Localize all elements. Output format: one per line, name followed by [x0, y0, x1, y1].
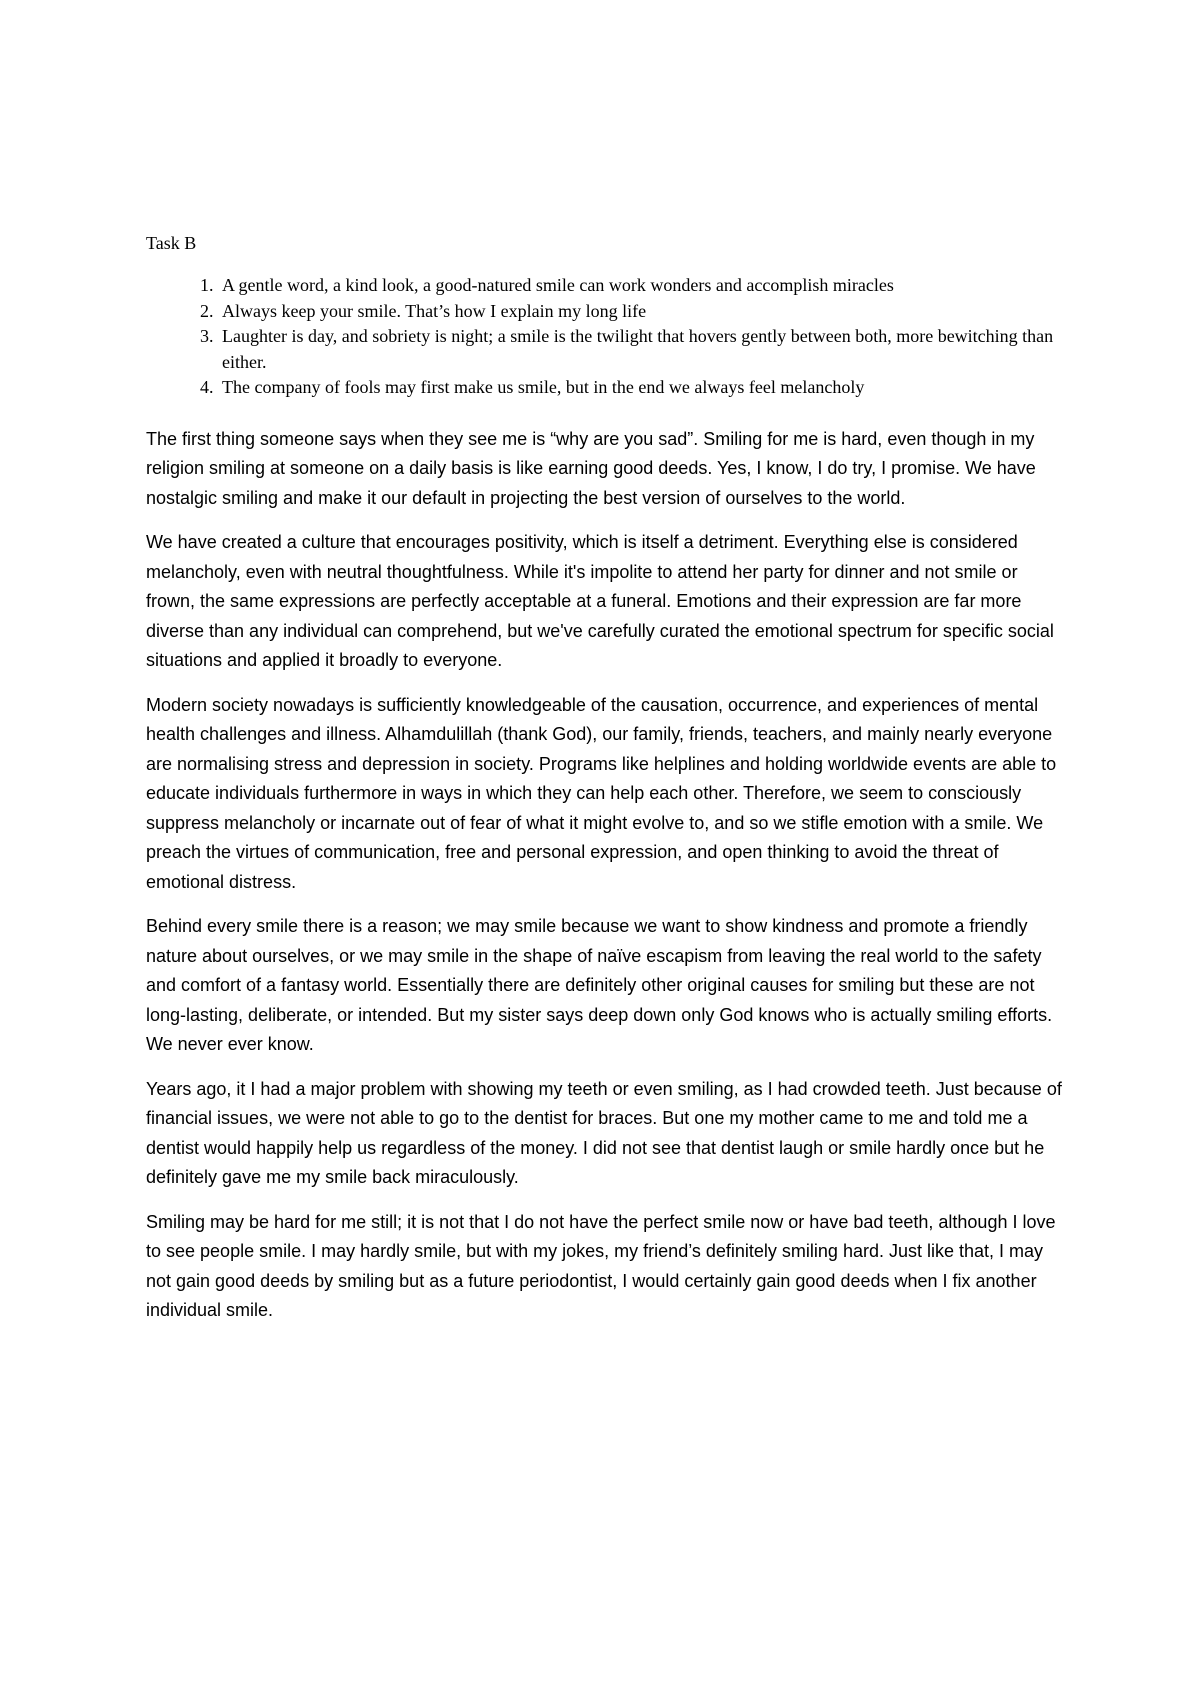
document-heading: Task B — [146, 233, 197, 253]
document-content — [146, 232, 1066, 1341]
quote-item: 1. A gentle word, a kind look, a good-natured smile can work wonders and accomplish miracles — [218, 273, 1066, 299]
quotes-list — [146, 273, 1066, 401]
essay-body — [146, 425, 1066, 1326]
quote-item: 4. The company of fools may first make us smile, but in the end we always feel melancholy — [218, 375, 1066, 401]
paragraph: Behind every smile there is a reason; we may smile because we want to show kindness and promote a friendly nature about ourselves, or we may smile in the shape of naïve escapism from leaving the real world to the safety and comfort of a fantasy world. Essentially there are definitely other original causes for smiling but these are not long-lasting, deliberate, or intended. But my sister says deep down only God knows who is actually smiling efforts. We never ever know. — [146, 916, 1053, 1055]
paragraph: Smiling may be hard for me still; it is not that I do not have the perfect smile now or have bad teeth, although I love to see people smile. I may hardly smile, but with my jokes, my friend’s definitely smiling hard. Just like that, I may not gain good deeds by smiling but as a future periodontist, I would certainly gain good deeds when I fix another individual smile. — [146, 1211, 1056, 1321]
quote-item: 2. Always keep your smile. That’s how I explain my long life — [218, 299, 1066, 325]
paragraph: We have created a culture that encourages positivity, which is itself a detriment. Everything else is considered melancholy, even with neutral thoughtfulness. While it's impolite to attend her party for dinner and not smile or frown, the same expressions are perfectly acceptable at a funeral. Emotions and their expression are far more diverse than any individual can comprehend, but we've carefully curated the emotional spectrum for specific social situations and applied it broadly to everyone. — [146, 532, 1054, 671]
paragraph: Modern society nowadays is sufficiently knowledgeable of the causation, occurrence, and experiences of mental health challenges and illness. Alhamdulillah (thank God), our family, friends, teachers, and mainly nearly everyone are normalising stress and depression in society. Programs like helplines and holding worldwide events are able to educate individuals furthermore in ways in which they can help each other. Therefore, we seem to consciously suppress melancholy or incarnate out of fear of what it might evolve to, and so we stifle emotion with a smile. We preach the virtues of communication, free and personal expression, and open thinking to avoid the threat of emotional distress. — [146, 694, 1057, 892]
quote-item: 3. Laughter is day, and sobriety is night; a smile is the twilight that hovers gently between both, more bewitching than either. — [218, 324, 1066, 375]
paragraph: Years ago, it I had a major problem with showing my teeth or even smiling, as I had crowded teeth. Just because of financial issues, we were not able to go to the dentist for braces. But one my mother came to me and told me a dentist would happily help us regardless of the money. I did not see that dentist laugh or smile hardly once but he definitely gave me my smile back miraculously. — [146, 1078, 1062, 1188]
paragraph: The first thing someone says when they see me is “why are you sad”. Smiling for me is hard, even though in my religion smiling at someone on a daily basis is like earning good deeds. Yes, I know, I do try, I promise. We have nostalgic smiling and make it our default in projecting the best version of ourselves to the world. — [146, 428, 1036, 508]
